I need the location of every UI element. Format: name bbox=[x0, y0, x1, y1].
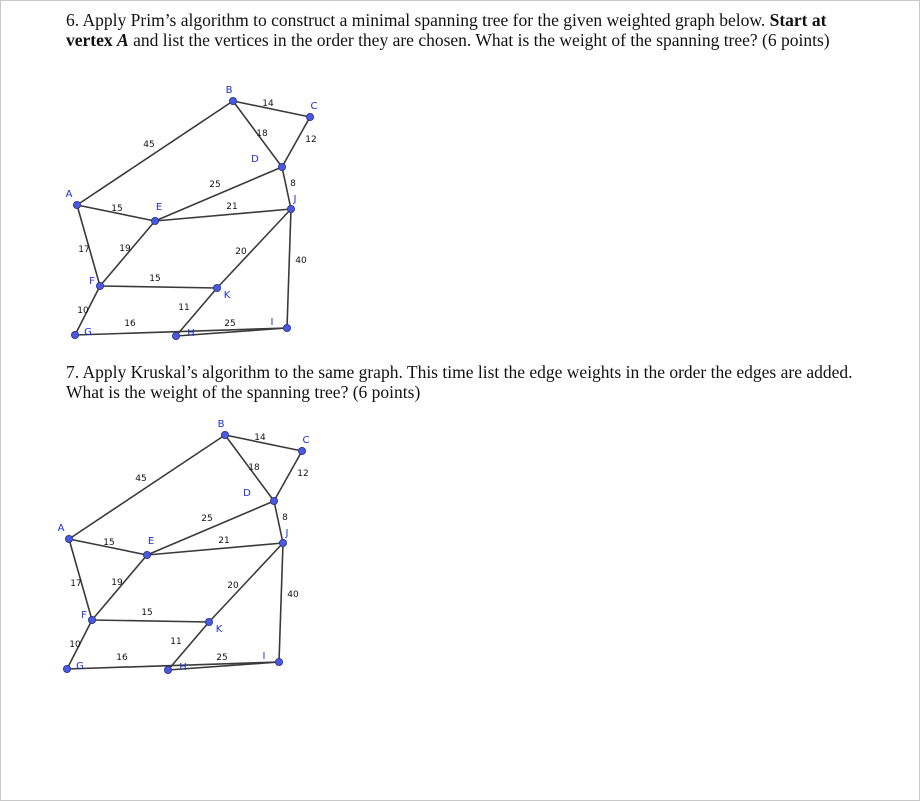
kruskal-vertex-label-a: A bbox=[57, 523, 65, 534]
prim-vertex-label-h: H bbox=[187, 328, 195, 339]
prim-vertex-k bbox=[213, 284, 220, 291]
kruskal-vertex-f bbox=[88, 616, 95, 623]
prim-vertex-a bbox=[73, 201, 80, 208]
graph-prim bbox=[0, 80, 360, 360]
kruskal-edge-k-j bbox=[209, 543, 283, 622]
kruskal-edge-e-d bbox=[147, 501, 274, 555]
kruskal-vertex-c bbox=[298, 447, 305, 454]
question-6-rest: and list the vertices in the order they are chosen. What is the weight of the spanning tree? (6 points) bbox=[128, 30, 830, 50]
question-6-bold-start: Start at vertex A bbox=[66, 10, 827, 50]
kruskal-edge-e-j bbox=[147, 543, 283, 555]
prim-weight-k-j: 20 bbox=[235, 247, 247, 257]
kruskal-weight-c-d: 12 bbox=[297, 469, 309, 479]
prim-weight-c-d: 12 bbox=[305, 135, 317, 145]
question-6-lead: 6. Apply Prim’s algorithm to construct a minimal spanning tree for the given weighted graph below. bbox=[66, 10, 770, 30]
prim-edge-k-j bbox=[217, 209, 291, 288]
kruskal-vertex-label-k: K bbox=[215, 624, 223, 635]
prim-vertex-label-f: F bbox=[89, 276, 95, 287]
prim-vertex-label-e: E bbox=[155, 202, 163, 213]
prim-vertex-e bbox=[151, 217, 158, 224]
kruskal-vertex-label-h: H bbox=[179, 662, 187, 673]
prim-weight-g-i: 16 bbox=[124, 319, 136, 329]
kruskal-weight-a-e: 15 bbox=[103, 538, 115, 548]
prim-weight-e-f: 19 bbox=[119, 244, 131, 254]
kruskal-weight-f-g: 10 bbox=[69, 640, 81, 650]
kruskal-weight-d-j: 8 bbox=[282, 513, 288, 523]
kruskal-weight-k-j: 20 bbox=[227, 581, 239, 591]
question-6 bbox=[66, 10, 866, 50]
prim-edge-j-i bbox=[287, 209, 291, 328]
kruskal-vertex-label-d: D bbox=[243, 488, 251, 499]
prim-vertex-h bbox=[172, 332, 179, 339]
prim-vertex-label-g: G bbox=[84, 327, 92, 338]
kruskal-weight-j-i: 40 bbox=[287, 590, 299, 600]
kruskal-vertex-d bbox=[270, 497, 277, 504]
prim-vertex-i bbox=[283, 324, 290, 331]
prim-vertex-label-j: J bbox=[293, 194, 297, 205]
kruskal-weight-a-b: 45 bbox=[135, 474, 147, 484]
prim-vertex-f bbox=[96, 282, 103, 289]
kruskal-vertex-b bbox=[221, 431, 228, 438]
prim-edge-e-d bbox=[155, 167, 282, 221]
prim-edge-e-j bbox=[155, 209, 291, 221]
kruskal-vertex-label-j: J bbox=[285, 528, 289, 539]
kruskal-weight-a-f: 17 bbox=[70, 579, 82, 589]
prim-weight-b-d: 18 bbox=[256, 129, 268, 139]
prim-weight-b-c: 14 bbox=[262, 99, 274, 109]
prim-vertex-b bbox=[229, 97, 236, 104]
prim-weight-e-j: 21 bbox=[226, 202, 238, 212]
question-7 bbox=[66, 362, 856, 402]
prim-vertex-label-i: I bbox=[270, 317, 274, 328]
kruskal-vertex-k bbox=[205, 618, 212, 625]
prim-vertex-j bbox=[287, 205, 294, 212]
prim-edge-f-k bbox=[100, 286, 217, 288]
kruskal-vertex-label-b: B bbox=[217, 419, 225, 430]
prim-weight-j-i: 40 bbox=[295, 256, 307, 266]
kruskal-vertex-label-i: I bbox=[262, 651, 266, 662]
kruskal-edge-f-k bbox=[92, 620, 209, 622]
kruskal-vertex-h bbox=[164, 666, 171, 673]
kruskal-weight-h-i: 25 bbox=[216, 653, 228, 663]
prim-vertex-label-c: C bbox=[310, 101, 318, 112]
kruskal-weight-f-k: 15 bbox=[141, 608, 153, 618]
kruskal-weight-e-d: 25 bbox=[201, 514, 213, 524]
prim-vertex-label-d: D bbox=[251, 154, 259, 165]
kruskal-vertex-label-g: G bbox=[76, 661, 84, 672]
kruskal-vertex-i bbox=[275, 658, 282, 665]
kruskal-weight-b-d: 18 bbox=[248, 463, 260, 473]
prim-weight-a-b: 45 bbox=[143, 140, 155, 150]
kruskal-vertex-label-f: F bbox=[81, 610, 87, 621]
kruskal-vertex-a bbox=[65, 535, 72, 542]
kruskal-edge-j-i bbox=[279, 543, 283, 662]
prim-vertex-g bbox=[71, 331, 78, 338]
prim-weight-d-j: 8 bbox=[290, 179, 296, 189]
kruskal-vertex-g bbox=[63, 665, 70, 672]
prim-vertex-label-a: A bbox=[65, 189, 73, 200]
prim-weight-a-f: 17 bbox=[78, 245, 90, 255]
prim-weight-f-g: 10 bbox=[77, 306, 89, 316]
kruskal-weight-b-c: 14 bbox=[254, 433, 266, 443]
prim-vertex-label-b: B bbox=[225, 85, 233, 96]
prim-weight-h-i: 25 bbox=[224, 319, 236, 329]
kruskal-vertex-label-c: C bbox=[302, 435, 310, 446]
kruskal-vertex-e bbox=[143, 551, 150, 558]
question-6-start-vertex: A bbox=[117, 30, 129, 50]
question-7-text: 7. Apply Kruskal’s algorithm to the same graph. This time list the edge weights in the order the edges are added. What is the weight of the spanning tree? (6 points) bbox=[66, 362, 853, 402]
kruskal-weight-e-f: 19 bbox=[111, 578, 123, 588]
prim-weight-a-e: 15 bbox=[111, 204, 123, 214]
kruskal-weight-e-j: 21 bbox=[218, 536, 230, 546]
graph-kruskal bbox=[0, 414, 352, 694]
prim-vertex-d bbox=[278, 163, 285, 170]
prim-weight-e-d: 25 bbox=[209, 180, 221, 190]
prim-vertex-c bbox=[306, 113, 313, 120]
prim-weight-h-k: 11 bbox=[178, 303, 190, 313]
kruskal-vertex-j bbox=[279, 539, 286, 546]
prim-vertex-label-k: K bbox=[223, 290, 231, 301]
kruskal-vertex-label-e: E bbox=[147, 536, 155, 547]
prim-weight-f-k: 15 bbox=[149, 274, 161, 284]
kruskal-weight-g-i: 16 bbox=[116, 653, 128, 663]
kruskal-weight-h-k: 11 bbox=[170, 637, 182, 647]
